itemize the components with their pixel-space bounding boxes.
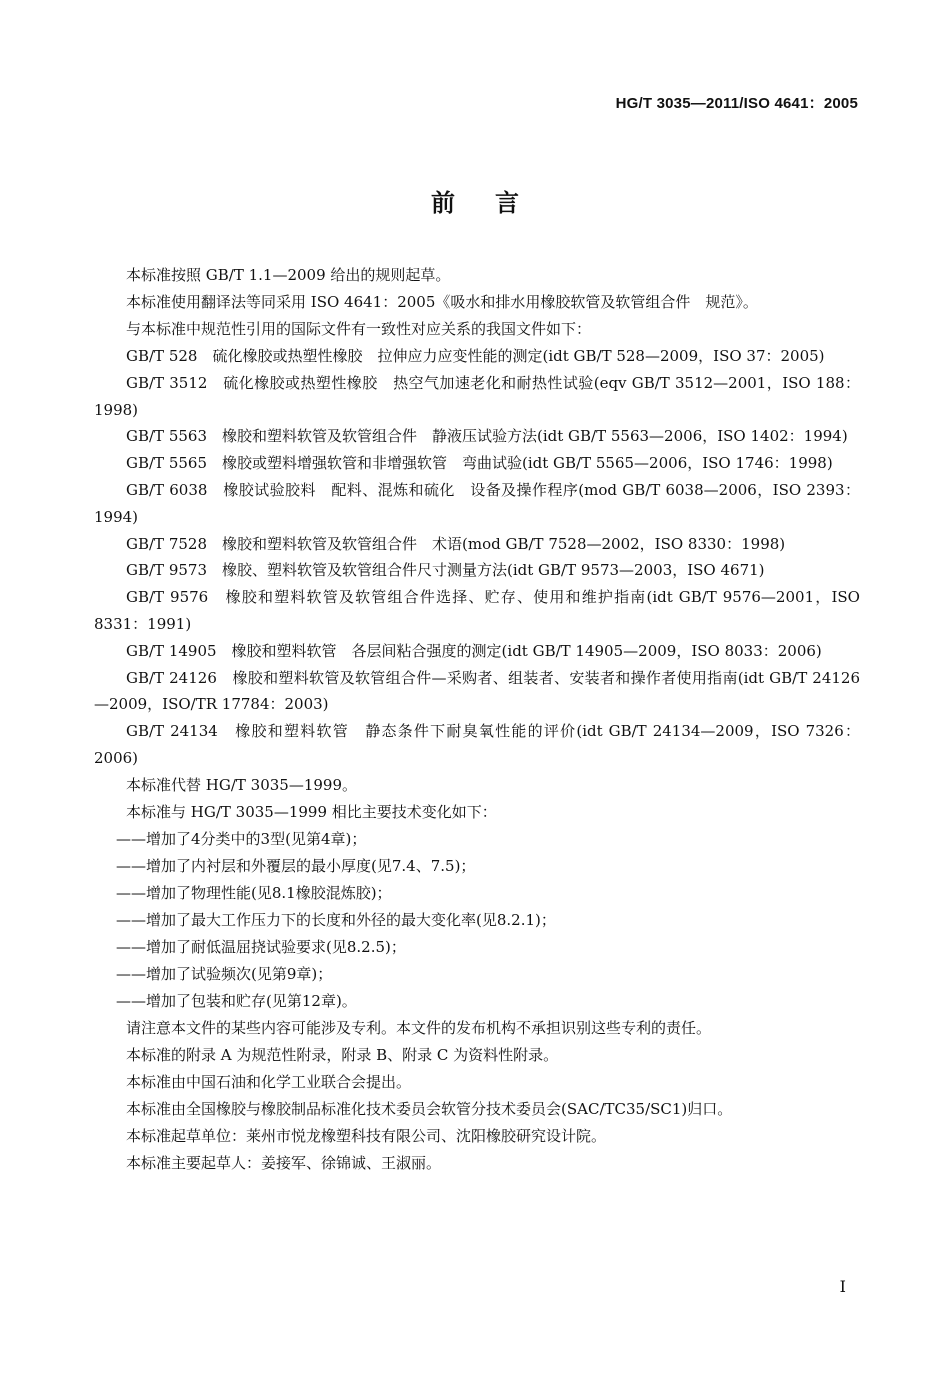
change-item: ——增加了包装和贮存(见第12章)。: [116, 991, 357, 1010]
change-item: ——增加了内衬层和外覆层的最小厚度(见7.4、7.5)；: [116, 856, 476, 875]
change-item: ——增加了4分类中的3型(见第4章)；: [116, 829, 367, 848]
page-number: I: [839, 1277, 846, 1296]
reference-entry: GB/T 24134 橡胶和塑料软管 静态条件下耐臭氧性能的评价(idt GB/T 24134—2009，ISO 7326：2006): [94, 722, 860, 767]
reference-entry: GB/T 9576 橡胶和塑料软管及软管组合件选择、贮存、使用和维护指南(idt GB/T 9576—2001，ISO 8331：1991): [94, 588, 860, 633]
closing-paragraph: 本标准的附录 A 为规范性附录，附录 B、附录 C 为资料性附录。: [126, 1045, 559, 1064]
reference-entry: GB/T 9573 橡胶、塑料软管及软管组合件尺寸测量方法(idt GB/T 9573—2003，ISO 4671): [126, 561, 765, 580]
reference-entry: GB/T 5563 橡胶和塑料软管及软管组合件 静液压试验方法(idt GB/T 5563—2006，ISO 1402：1994): [126, 427, 848, 446]
reference-entry: GB/T 528 硫化橡胶或热塑性橡胶 拉伸应力应变性能的测定(idt GB/T 528—2009，ISO 37：2005): [126, 347, 825, 365]
page-title: 前言: [431, 189, 559, 217]
reference-entry: GB/T 24126 橡胶和塑料软管及软管组合件—采购者、组装者、安装者和操作者使用指南(idt GB/T 24126—2009，ISO/TR 17784：2003): [94, 668, 860, 714]
closing-paragraph: 本标准由全国橡胶与橡胶制品标准化技术委员会软管分技术委员会(SAC/TC35/SC1)归口。: [126, 1099, 733, 1118]
closing-paragraph: 请注意本文件的某些内容可能涉及专利。本文件的发布机构不承担识别这些专利的责任。: [126, 1018, 712, 1037]
reference-entry: GB/T 6038 橡胶试验胶料 配料、混炼和硫化 设备及操作程序(mod GB/T 6038—2006，ISO 2393：1994): [94, 480, 860, 526]
reference-entry: GB/T 3512 硫化橡胶或热塑性橡胶 热空气加速老化和耐热性试验(eqv GB/T 3512—2001，ISO 188：1998): [94, 373, 860, 419]
intro-paragraph: 与本标准中规范性引用的国际文件有一致性对应关系的我国文件如下：: [126, 320, 592, 338]
replacement-statement: 本标准代替 HG/T 3035—1999。: [126, 775, 358, 794]
change-item: ——增加了试验频次(见第9章)；: [116, 964, 333, 983]
closing-paragraph: 本标准主要起草人：姜接军、徐锦诚、王淑丽。: [126, 1153, 442, 1172]
standard-code-header: HG/T 3035—2011/ISO 4641：2005: [615, 95, 858, 112]
document-body: [94, 262, 860, 1177]
intro-paragraph: 本标准按照 GB/T 1.1—2009 给出的规则起草。: [126, 266, 451, 284]
reference-entry: GB/T 14905 橡胶和塑料软管 各层间粘合强度的测定(idt GB/T 14905—2009，ISO 8033：2006): [126, 641, 822, 660]
intro-paragraph: 本标准使用翻译法等同采用 ISO 4641：2005《吸水和排水用橡胶软管及软管组合件 规范》。: [126, 293, 758, 311]
reference-entry: GB/T 7528 橡胶和塑料软管及软管组合件 术语(mod GB/T 7528—2002，ISO 8330：1998): [126, 534, 786, 553]
change-item: ——增加了耐低温屈挠试验要求(见8.2.5)；: [116, 937, 406, 956]
closing-paragraph: 本标准由中国石油和化学工业联合会提出。: [126, 1072, 412, 1091]
change-item: ——增加了物理性能(见8.1橡胶混炼胶)；: [116, 883, 392, 902]
changes-intro: 本标准与 HG/T 3035—1999 相比主要技术变化如下：: [126, 802, 497, 821]
change-item: ——增加了最大工作压力下的长度和外径的最大变化率(见8.2.1)；: [116, 910, 556, 929]
closing-paragraph: 本标准起草单位：莱州市悦龙橡塑科技有限公司、沈阳橡胶研究设计院。: [126, 1126, 607, 1145]
reference-entry: GB/T 5565 橡胶或塑料增强软管和非增强软管 弯曲试验(idt GB/T 5565—2006，ISO 1746：1998): [126, 454, 833, 473]
